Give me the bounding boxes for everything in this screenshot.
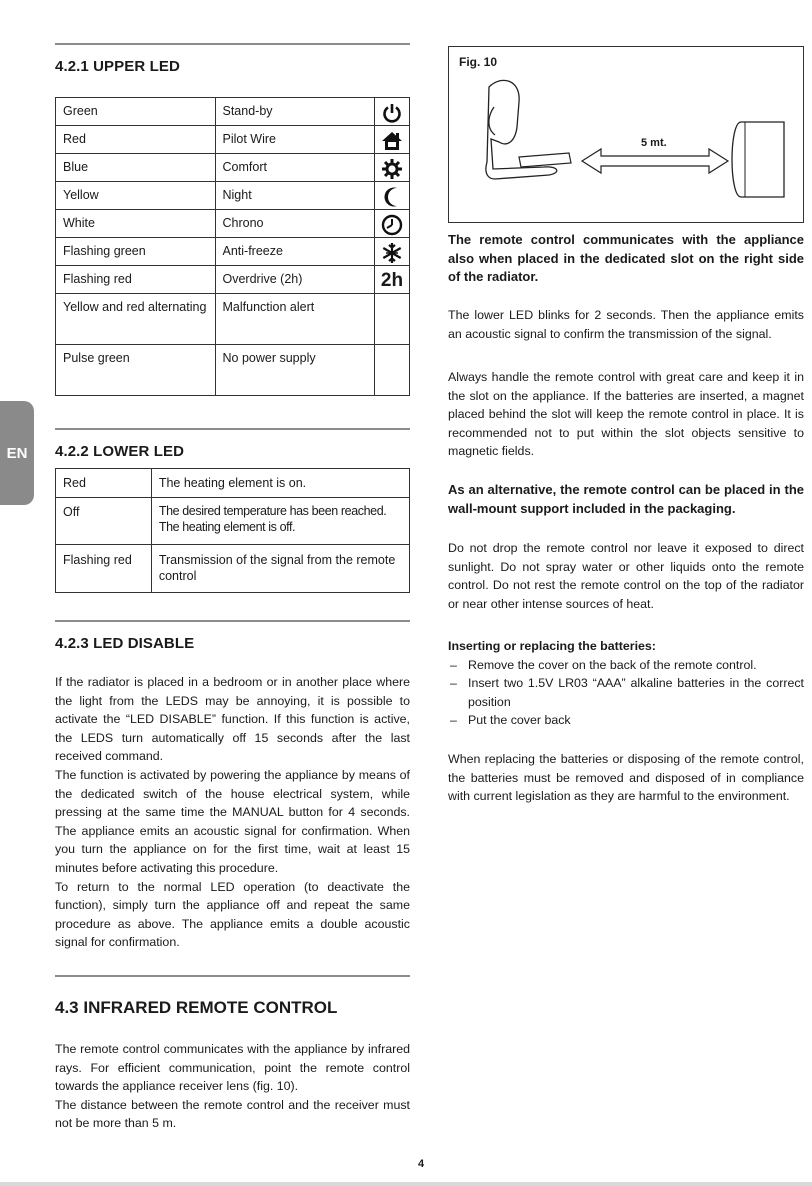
paragraph: The remote control communicates with the appliance by infrared rays. For efficient communication, point the remote control towards the appliance receiver lens (fig. 10). — [55, 1042, 410, 1094]
paragraph: If the radiator is placed in a bedroom or in another place where the light from the LEDS may be annoying, it is possible to activate the “LED DISABLE” function. If this function is active, the LEDS turn automatically off 15 seconds after the last received command. — [55, 675, 410, 764]
paragraph: The distance between the remote control and the receiver must not be more than 5 m. — [55, 1097, 410, 1131]
empty-icon-cell — [375, 294, 410, 345]
right-text-3: Do not drop the remote control nor leave it exposed to direct sunlight. Do not spray water or other liquids onto the remote control. Do not rest the remote control on the top of the radiator or near other intense sources of heat. — [448, 541, 804, 611]
section-divider — [55, 428, 410, 430]
sun-icon — [375, 154, 410, 182]
led-color: Blue — [56, 154, 216, 182]
led-mode: Comfort — [215, 154, 375, 182]
led-mode: Anti-freeze — [215, 238, 375, 266]
lower-led-title: 4.2.2 LOWER LED — [55, 443, 185, 460]
led-color: Flashing red — [56, 266, 216, 294]
led-disable-text — [55, 673, 410, 952]
snowflake-icon — [375, 238, 410, 266]
batteries-section — [448, 637, 804, 730]
power-icon — [375, 98, 410, 126]
upper-led-table — [55, 97, 410, 396]
right-text-4: When replacing the batteries or disposing of the remote control, the batteries must be removed and disposed of in compliance with current legislation as they are harmful to the environment. — [448, 752, 804, 804]
right-text-1: The lower LED blinks for 2 seconds. Then the appliance emits an acoustic signal to confirm the transmission of the signal. — [448, 308, 804, 341]
remote-distance-illustration — [449, 47, 803, 222]
section-divider — [55, 43, 410, 45]
paragraph: To return to the normal LED operation (to deactivate the function), simply turn the appliance off and repeat the same procedure as above. The appliance emits a double acoustic signal for confirmation. — [55, 879, 410, 950]
table-row — [56, 498, 410, 545]
list-item: – Remove the cover on the back of the remote control. — [448, 656, 804, 675]
led-state: Red — [56, 469, 152, 498]
led-mode: Overdrive (2h) — [215, 266, 375, 294]
clock-icon — [375, 210, 410, 238]
table-row — [56, 98, 410, 126]
led-description: Transmission of the signal from the remote control — [151, 545, 409, 593]
led-disable-title: 4.2.3 LED DISABLE — [55, 635, 195, 652]
table-row — [56, 545, 410, 593]
led-color: Yellow and red alternating — [56, 294, 216, 345]
right-bold-text-2: As an alternative, the remote control can be placed in the wall-mount support included in the packaging. — [448, 482, 804, 516]
remote-control-title: 4.3 INFRARED REMOTE CONTROL — [55, 998, 338, 1017]
section-divider — [55, 975, 410, 977]
table-row — [56, 469, 410, 498]
table-row — [56, 126, 410, 154]
led-mode: No power supply — [215, 345, 375, 396]
list-item: – Put the cover back — [448, 711, 804, 730]
remote-control-text — [55, 1040, 410, 1133]
led-color: White — [56, 210, 216, 238]
led-color: Pulse green — [56, 345, 216, 396]
table-row — [56, 238, 410, 266]
led-color: Flashing green — [56, 238, 216, 266]
led-state: Off — [56, 498, 152, 545]
distance-label: 5 mt. — [641, 137, 667, 149]
led-color: Green — [56, 98, 216, 126]
right-text-2: Always handle the remote control with great care and keep it in the slot on the appliance. If the batteries are inserted, a magnet placed behind the slot will keep the remote control in place. It is recommended not to put within the slot objects sensitive to magnetic fields. — [448, 370, 804, 459]
bottom-border — [0, 1182, 812, 1186]
language-tab-label: EN — [6, 444, 28, 462]
page-number: 4 — [418, 1158, 425, 1170]
lower-led-table — [55, 468, 410, 593]
led-color: Yellow — [56, 182, 216, 210]
section-divider — [55, 620, 410, 622]
figure-10 — [448, 46, 804, 223]
empty-icon-cell — [375, 345, 410, 396]
led-mode: Pilot Wire — [215, 126, 375, 154]
table-row — [56, 210, 410, 238]
house-icon — [375, 126, 410, 154]
led-mode: Stand-by — [215, 98, 375, 126]
led-description: The desired temperature has been reached. The heating element is off. — [151, 498, 409, 545]
led-mode: Night — [215, 182, 375, 210]
table-row — [56, 266, 410, 294]
paragraph: The function is activated by powering the appliance by means of the dedicated switch of the house electrical system, while pressing at the same time the MANUAL button for 4 seconds. The appliance emits an acoustic signal for confirmation. When you turn the appliance on for the first time, wait at least 15 minutes before activating this procedure. — [55, 767, 410, 875]
led-description: The heating element is on. — [151, 469, 409, 498]
upper-led-title: 4.2.1 UPPER LED — [55, 58, 180, 75]
figure-title: Fig. 10 — [459, 55, 498, 69]
table-row — [56, 154, 410, 182]
table-row — [56, 294, 410, 345]
language-tab — [0, 401, 34, 505]
right-bold-text-1: The remote control communicates with the appliance also when placed in the dedicated slot on the right side of the radiator. — [448, 232, 804, 285]
batteries-steps — [448, 656, 804, 730]
led-color: Red — [56, 126, 216, 154]
table-row — [56, 182, 410, 210]
led-mode: Chrono — [215, 210, 375, 238]
table-row — [56, 345, 410, 396]
overdrive-2h-icon: 2h — [375, 266, 410, 294]
led-mode: Malfunction alert — [215, 294, 375, 345]
led-state: Flashing red — [56, 545, 152, 593]
moon-icon — [375, 182, 410, 210]
list-item: – Insert two 1.5V LR03 “AAA” alkaline batteries in the correct position — [448, 674, 804, 711]
batteries-heading: Inserting or replacing the batteries: — [448, 639, 656, 653]
